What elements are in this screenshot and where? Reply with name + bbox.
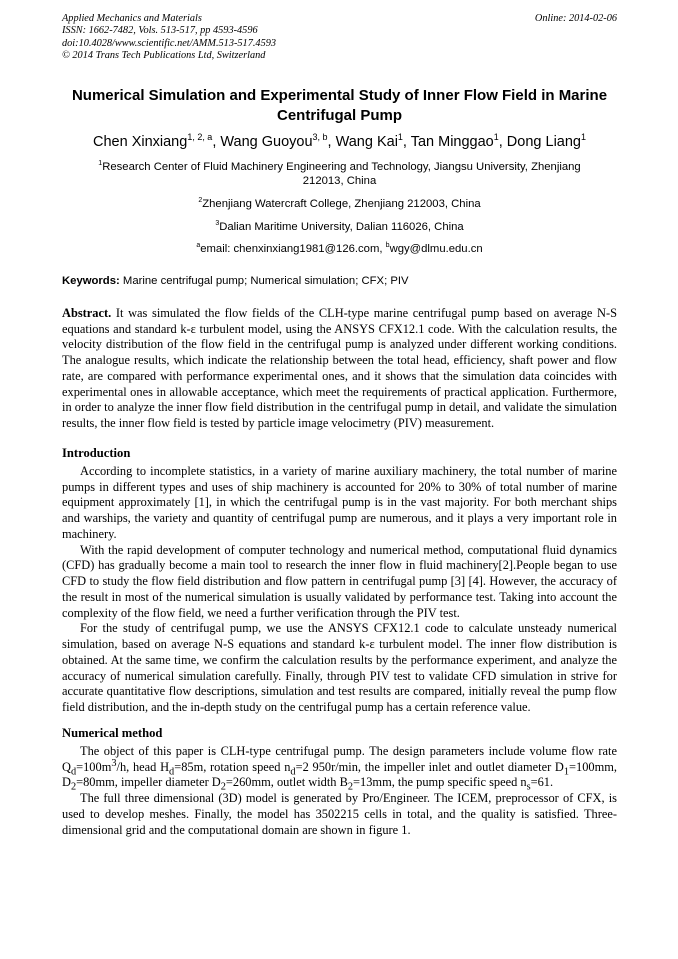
keywords-text: Marine centrifugal pump; Numerical simulation; CFX; PIV [119, 274, 409, 287]
section-heading-numerical-method: Numerical method [62, 725, 163, 740]
abstract-text: It was simulated the flow fields of the CLH-type marine centrifugal pump based on average N-S equations and standard k-ε turbulent model, using the ANSYS CFX12.1 code. With the calculation results, the velocity distribution of the flow field in the centrifugal pump is analyzed under different working conditions. The analogue results, which indicate the relationship between the total head, efficiency, shaft power and flow rate, are compared with performance experimental ones, and it shows that the simulation data coincides with experimental ones in allowable acceptance, which meet the requirements of practical application. Furthermore, in order to analyze the inner flow field distribution in the centrifugal pump in detail, and validate the simulation results, the inner flow field is tested by particle image velocimetry (PIV) measurement. [62, 305, 617, 431]
numerical-method-paragraph-1: The object of this paper is CLH-type centrifugal pump. The design parameters include volume flow rate $Q_d=100m^3/h$, head $H_d=85m$, rotation speed $n_d=2$ 950r/min, the impeller inlet and outlet diameter $D_1=100mm$, $D_2=80mm$, impeller diameter $D_2=260mm$, outlet width $B_2=13mm$, the pump specific speed $n_s=61$. [62, 743, 617, 793]
author-line: Chen Xinxiang$^{1, 2, a}$, Wang Guoyou$^{3, b}$, Wang Kai$^1$, Tan Minggao$^1$, Dong Liang$^1$ [93, 132, 586, 151]
keywords-line [62, 275, 617, 287]
copyright-line: © 2014 Trans Tech Publications Ltd, Switzerland [62, 50, 266, 62]
introduction-paragraph-1: According to incomplete statistics, in a variety of marine auxiliary machinery, the total number of marine pumps in different types and uses of ship machinery is accounted for 20% to 30% of total number of marine equipment approximately [1], in which the centrifugal pump is in the vast majority. For both merchant ships and warships, the variety and quantity of centrifugal pump are numerous, and it plays a very important role in machinery. [62, 463, 617, 541]
section-heading-introduction: Introduction [62, 445, 131, 460]
doi-line: doi:10.4028/www.scientific.net/AMM.513-517.4593 [62, 37, 277, 49]
issn-line: ISSN: 1662-7482, Vols. 513-517, pp 4593-4596 [62, 25, 258, 37]
email-line: $^a$email: chenxinxiang1981@126.com, $^b$wgy@dlmu.edu.cn [196, 242, 483, 256]
publication-info [62, 13, 276, 62]
introduction-paragraph-2: With the rapid development of computer technology and numerical method, computational fluid dynamics (CFD) has gradually become a main tool to research the inner flow in fluid machinery[2].People began to use CFD to study the flow field distribution and flow pattern in centrifugal pump [3] [4]. However, the accuracy of the result in most of the numerical simulation is usually validated by performance test. Taking into account the complexity of the flow field, we need a further verification through the PIV test. [62, 542, 617, 620]
online-date: Online: 2014-02-06 [534, 13, 617, 24]
affiliation-2: $^2$Zhenjiang Watercraft College, Zhenjiang 212003, China [198, 197, 481, 210]
keywords-label: Keywords: [62, 274, 120, 287]
abstract-paragraph [62, 306, 617, 432]
publication-header [62, 13, 617, 62]
introduction-paragraph-3: For the study of centrifugal pump, we use the ANSYS CFX12.1 code to calculate unsteady numerical simulation, based on average N-S equations and standard k-ε turbulent model. The inner flow distribution is obtained. At the same time, we confirm the calculation results by the performance experiment, and analyze the accuracy of numerical simulation carefully. Finally, through PIV test to validate CFD simulation in strive for accurate quantitative flow descriptions, simulation and test results are compared, initially reveal the pump flow field distribution, and the in-depth study on the centrifugal pump has a certain reference value. [62, 621, 617, 715]
affiliation-3: $^3$Dalian Maritime University, Dalian 116026, China [215, 219, 464, 233]
abstract-label: Abstract. [62, 305, 112, 320]
numerical-method-paragraph-2: The full three dimensional (3D) model is generated by Pro/Engineer. The ICEM, preprocessor of CFX, is used to develop meshes. Finally, the model has 3502215 cells in total, and the quality is satisfied. Three-dimensional grid and the computational domain are shown in figure 1. [62, 791, 617, 837]
journal-name: Applied Mechanics and Materials [62, 13, 202, 24]
paper-title: Numerical Simulation and Experimental Study of Inner Flow Field in Marine Centrifugal Pump [71, 87, 608, 124]
affiliation-1: $^1$Research Center of Fluid Machinery Engineering and Technology, Jiangsu University, Zhenjiang 212013, China [98, 159, 581, 188]
